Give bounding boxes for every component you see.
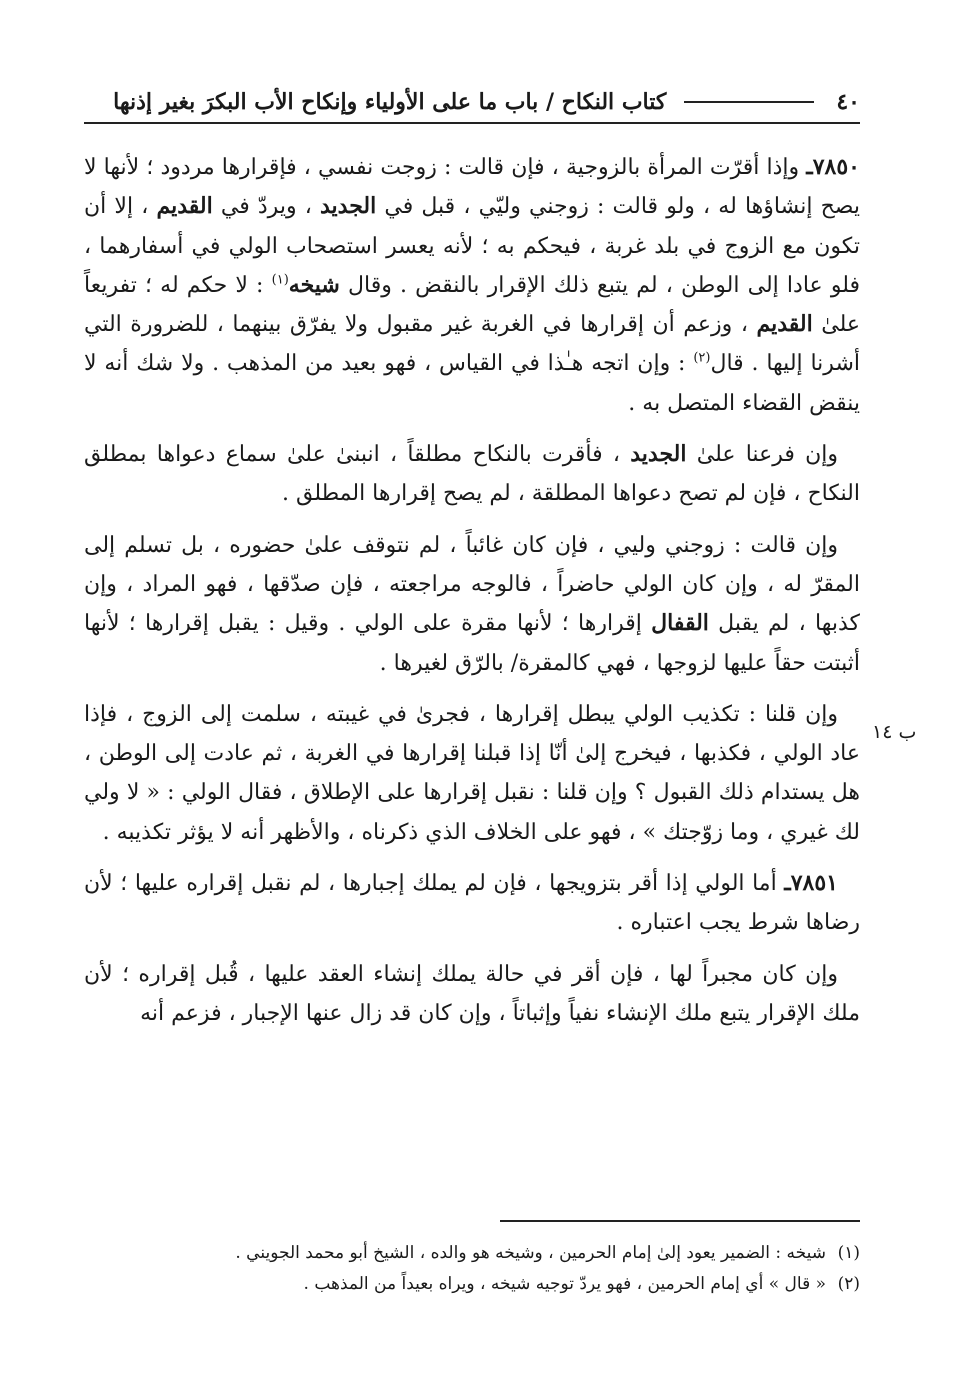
page-header xyxy=(84,82,860,124)
bold-term: الجديد xyxy=(319,193,377,220)
paragraph-6: وإن كان مجبراً لها ، فإن أقر في حالة يملك إنشاء العقد عليها ، قُبل إقراره ؛ لأن ملك الإقرار يتبع ملك الإنشاء نفياً وإثباتاً ، وإن كان قد زال عنها الإجبار ، فزعم أنه xyxy=(84,961,860,1026)
paragraph-2 xyxy=(84,435,860,514)
issue-number: ٧٨٥٠ـ xyxy=(806,154,860,180)
text-run: إقرارها ؛ لأنها مقرة على الولي . وقيل : يقبل إقرارها ؛ لأنها أثبتت حقاً عليها لزوجها ، فهي كالمقرة/ بالرّق لغيرها . xyxy=(84,611,860,676)
bold-term: الجديد xyxy=(630,441,687,468)
footnote-ref-2[interactable]: (٢) xyxy=(693,351,711,367)
running-title: كتاب النكاح / باب ما على الأولياء وإنكاح الأب البكرَ بغير إذنها xyxy=(113,89,667,115)
bold-term: القديم xyxy=(756,311,813,338)
footnote-2 xyxy=(84,1269,860,1300)
footnote-separator xyxy=(500,1220,860,1222)
text-run: وإن فرعنا علىٰ xyxy=(686,442,838,468)
paragraph-7850 xyxy=(84,148,860,423)
text-run: : وإن اتجه هـٰذا في القياس ، فهو بعيد من المذهب . ولا شك أنه لا ينقض القضاء المتصل به . xyxy=(84,351,860,416)
text-run: ، فأقرت بالنكاح مطلقاً ، انبنىٰ علىٰ سماع دعواها بمطلق النكاح ، فإن لم تصح دعواها المطلقة ، لم يصح إقرارها المطلق . xyxy=(84,442,860,507)
paragraph-7851 xyxy=(84,864,860,943)
footnote-number: (٢) xyxy=(837,1274,860,1294)
footnote-number: (١) xyxy=(837,1243,860,1263)
paragraph-4: وإن قلنا : تكذيب الولي يبطل إقرارها ، فجرىٰ في غيبته ، سلمت إلى الزوج ، فإذا عاد الولي ، فكذبها ، فيخرج إلىٰ أنّا إذا قبلنا إقرارها في الغربة ، ثم عادت إلى الوطن ، هل يستدام ذلك القبول ؟ وإن قلنا : نقبل إقرارها على الإطلاق ، فقال الولي : « لا ولي لك غيري ، وما زوّجتك » ، فهو على الخلاف الذي ذكرناه ، والأظهر أنه لا يؤثر تكذيبه . xyxy=(84,701,860,845)
text-run: ، وزعم أن إقرارها في الغربة غير مقبول ولا يفرّق بينهما ، للضرورة التي أشرنا إليها . قال xyxy=(84,312,860,377)
bold-term: القفال xyxy=(651,610,709,637)
footnote-text: شيخه : الضمير يعود إلىٰ إمام الحرمين ، وشيخه هو والده ، الشيخ أبو محمد الجويني . xyxy=(235,1243,826,1263)
bold-term: القديم xyxy=(156,193,213,220)
footnote-1 xyxy=(84,1238,860,1269)
footnotes xyxy=(84,1238,860,1300)
manuscript-folio-note: ب ١٤ xyxy=(872,721,917,743)
text-run: وإن قالت : زوجني وليي ، فإن كان غائباً ، لم نتوقف علىٰ حضوره ، بل تسلم إلى المقرّ له ، وإن كان الولي حاضراً ، فالوجه مراجعته ، فإن صدّقها ، فهو المراد ، وإن كذبها ، لم يقبل xyxy=(84,532,860,637)
bold-term: شيخه xyxy=(288,271,340,298)
text-run: أما الولي إذا أقر بتزويجها ، فإن لم يملك إجبارها ، لم نقبل إقراره عليها ؛ لأن رضاها شرط يجب اعتباره . xyxy=(84,871,860,936)
text-run: وإذا أقرّت المرأة بالزوجية ، فإن قالت : زوجت نفسي ، فإقرارها مردود ؛ لأنها لا يصح إنشاؤها له ، ولو قالت : زوجني وليّي ، قبل في xyxy=(84,155,860,220)
main-text xyxy=(84,148,860,1045)
page-number: ٤٠ xyxy=(836,89,860,115)
footnote-text: « قال » أي إمام الحرمين ، فهو يردّ توجيه شيخه ، ويراه بعيداً من المذهب . xyxy=(303,1274,826,1294)
text-run: ، ويردّ في xyxy=(212,194,320,220)
text-run: : لا حكم له ؛ تفريعاً علىٰ xyxy=(84,272,860,338)
header-dash-rule xyxy=(684,101,814,103)
footnote-ref-1[interactable]: (١) xyxy=(271,272,289,288)
paragraph-3 xyxy=(84,526,860,683)
text-run: ، إلا أن تكون مع الزوج في بلد غربة ، فيحكم به ؛ لأنه يعسر استصحاب الولي في أسفارهما ، فلو عادا إلى الوطن ، لم يتبع ذلك الإقرار بالنقض . وقال xyxy=(84,194,860,298)
issue-number: ٧٨٥١ـ xyxy=(784,870,838,897)
